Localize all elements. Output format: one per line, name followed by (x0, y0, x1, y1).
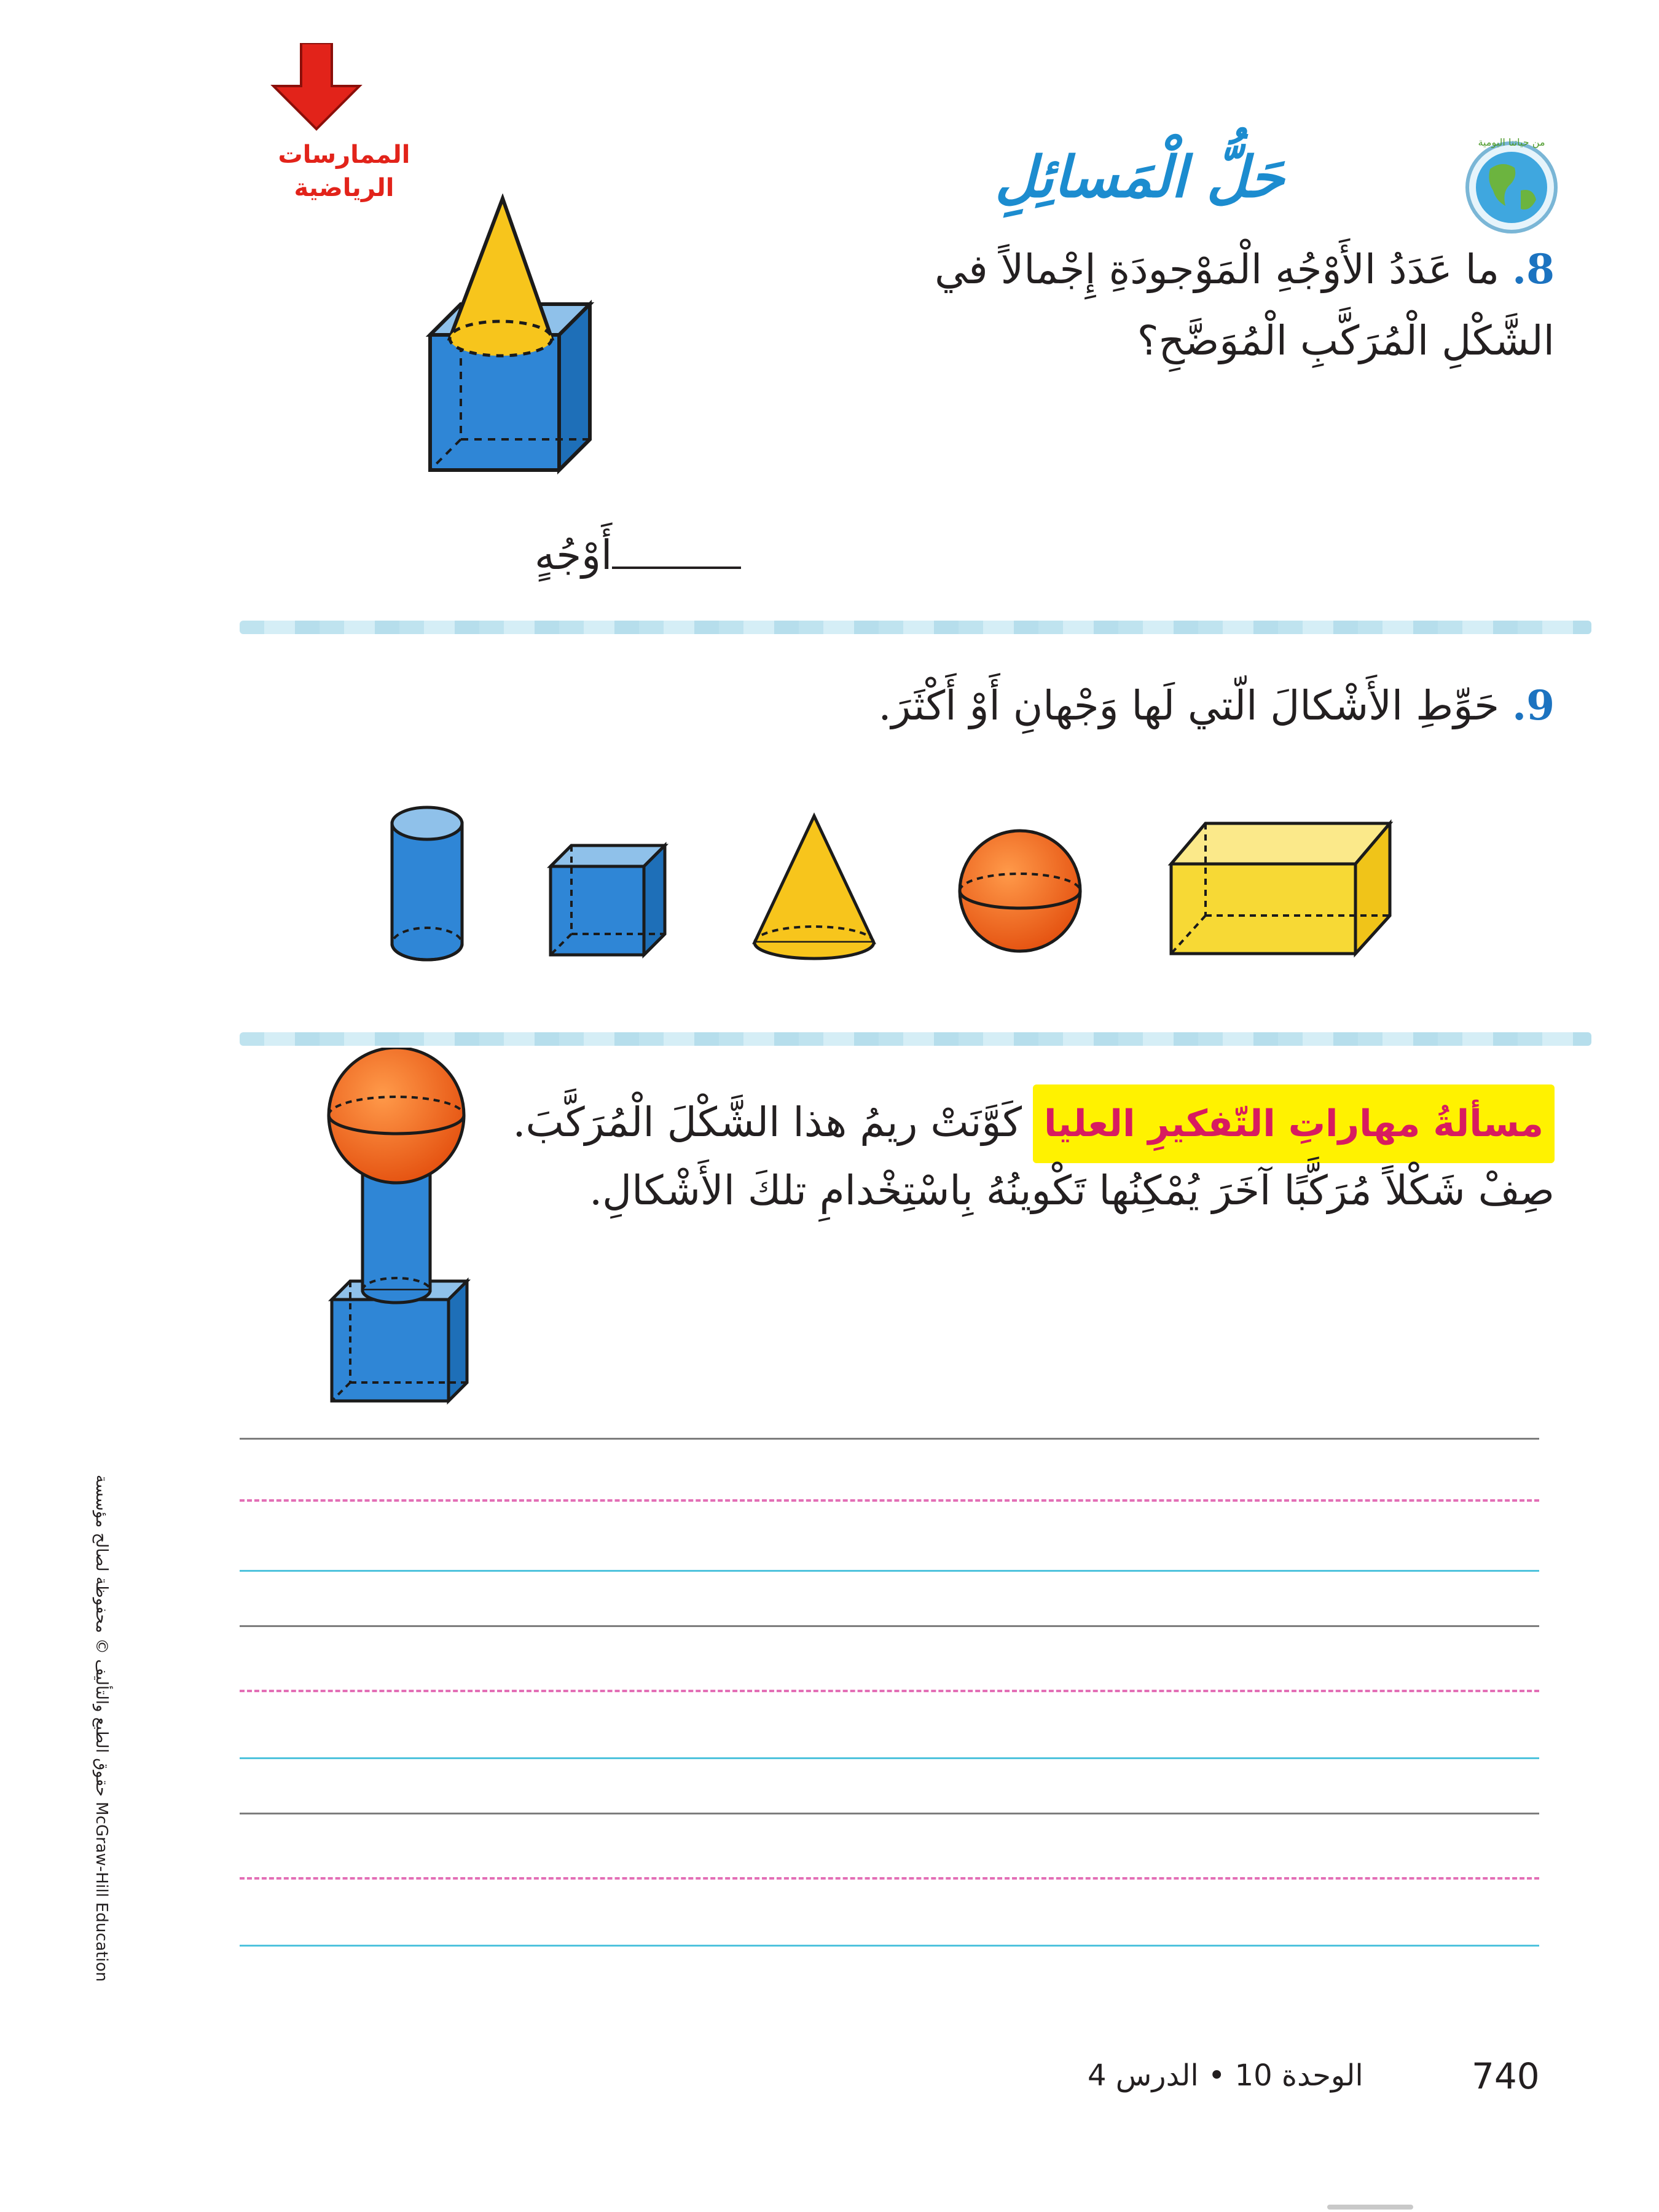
globe-icon (1459, 132, 1564, 237)
shape-cylinder[interactable] (387, 805, 467, 965)
shape-rectangular-prism[interactable] (1167, 817, 1395, 959)
question-8-line2: الشَّكْلِ الْمُرَكَّبِ الْمُوَضَّحِ؟ (1137, 317, 1555, 364)
section-divider (240, 1032, 1591, 1046)
question-9-text: حَوِّطِ الأَشْكالَ الّتي لَها وَجْهانِ أَوْ أَكْثَرَ. (878, 682, 1500, 729)
math-practices-line2: الرياضية (294, 174, 394, 202)
section-title: حَلُّ الْمَسائِلِ (995, 144, 1284, 210)
writing-line-top[interactable] (240, 1813, 1539, 1814)
unit-lesson-label: الوحدة 10 • الدرس 4 (1088, 2058, 1363, 2093)
section-divider (240, 621, 1591, 634)
hots-label: مسألةُ مهاراتِ التّفكيرِ العليا (1033, 1084, 1555, 1163)
hots-line1: كَوَّنَتْ ريمُ هذا الشَّكْلَ الْمُرَكَّبَ. (512, 1099, 1022, 1146)
copyright-notice: حقوق الطبع والتأليف © محفوظة لصالح مؤسسة McGraw-Hill Education (92, 1475, 111, 1982)
answer-blank[interactable] (612, 554, 741, 569)
writing-line-top[interactable] (240, 1625, 1539, 1627)
writing-line-base (240, 1945, 1539, 1947)
writing-line-mid (240, 1690, 1539, 1692)
question-8-line1: ما عَدَدُ الأَوْجُهِ الْمَوْجودَةِ إِجْمالاً في (935, 246, 1500, 293)
hots-line2: صِفْ شَكْلاً مُرَكَّبًا آخَرَ يُمْكِنُها تَكْوينُهُ بِاسْتِخْدامِ تلكَ الأَشْكالِ. (589, 1167, 1555, 1214)
shape-cone[interactable] (750, 811, 879, 965)
writing-line-base (240, 1570, 1539, 1572)
answer-unit: أَوْجُهٍ (535, 531, 613, 579)
question-8-number: 8. (1512, 245, 1555, 293)
math-practices-line1: الممارسات (278, 141, 410, 169)
shape-sphere[interactable] (955, 826, 1084, 955)
question-8 (571, 233, 1555, 377)
question-9-number: 9. (1512, 681, 1555, 729)
question-9 (387, 670, 1555, 742)
question-8-answer (535, 531, 750, 579)
hots-problem (418, 1084, 1555, 1163)
math-practices-label (270, 138, 418, 205)
writing-line-top[interactable] (240, 1438, 1539, 1440)
page-number: 740 (1472, 2055, 1540, 2097)
home-indicator[interactable] (1327, 2205, 1413, 2210)
globe-caption: من حياتنا اليومية (1478, 136, 1545, 148)
writing-line-mid (240, 1877, 1539, 1880)
writing-line-mid (240, 1499, 1539, 1502)
shape-cube[interactable] (547, 842, 670, 959)
writing-line-base (240, 1757, 1539, 1759)
down-arrow-icon (270, 43, 363, 135)
